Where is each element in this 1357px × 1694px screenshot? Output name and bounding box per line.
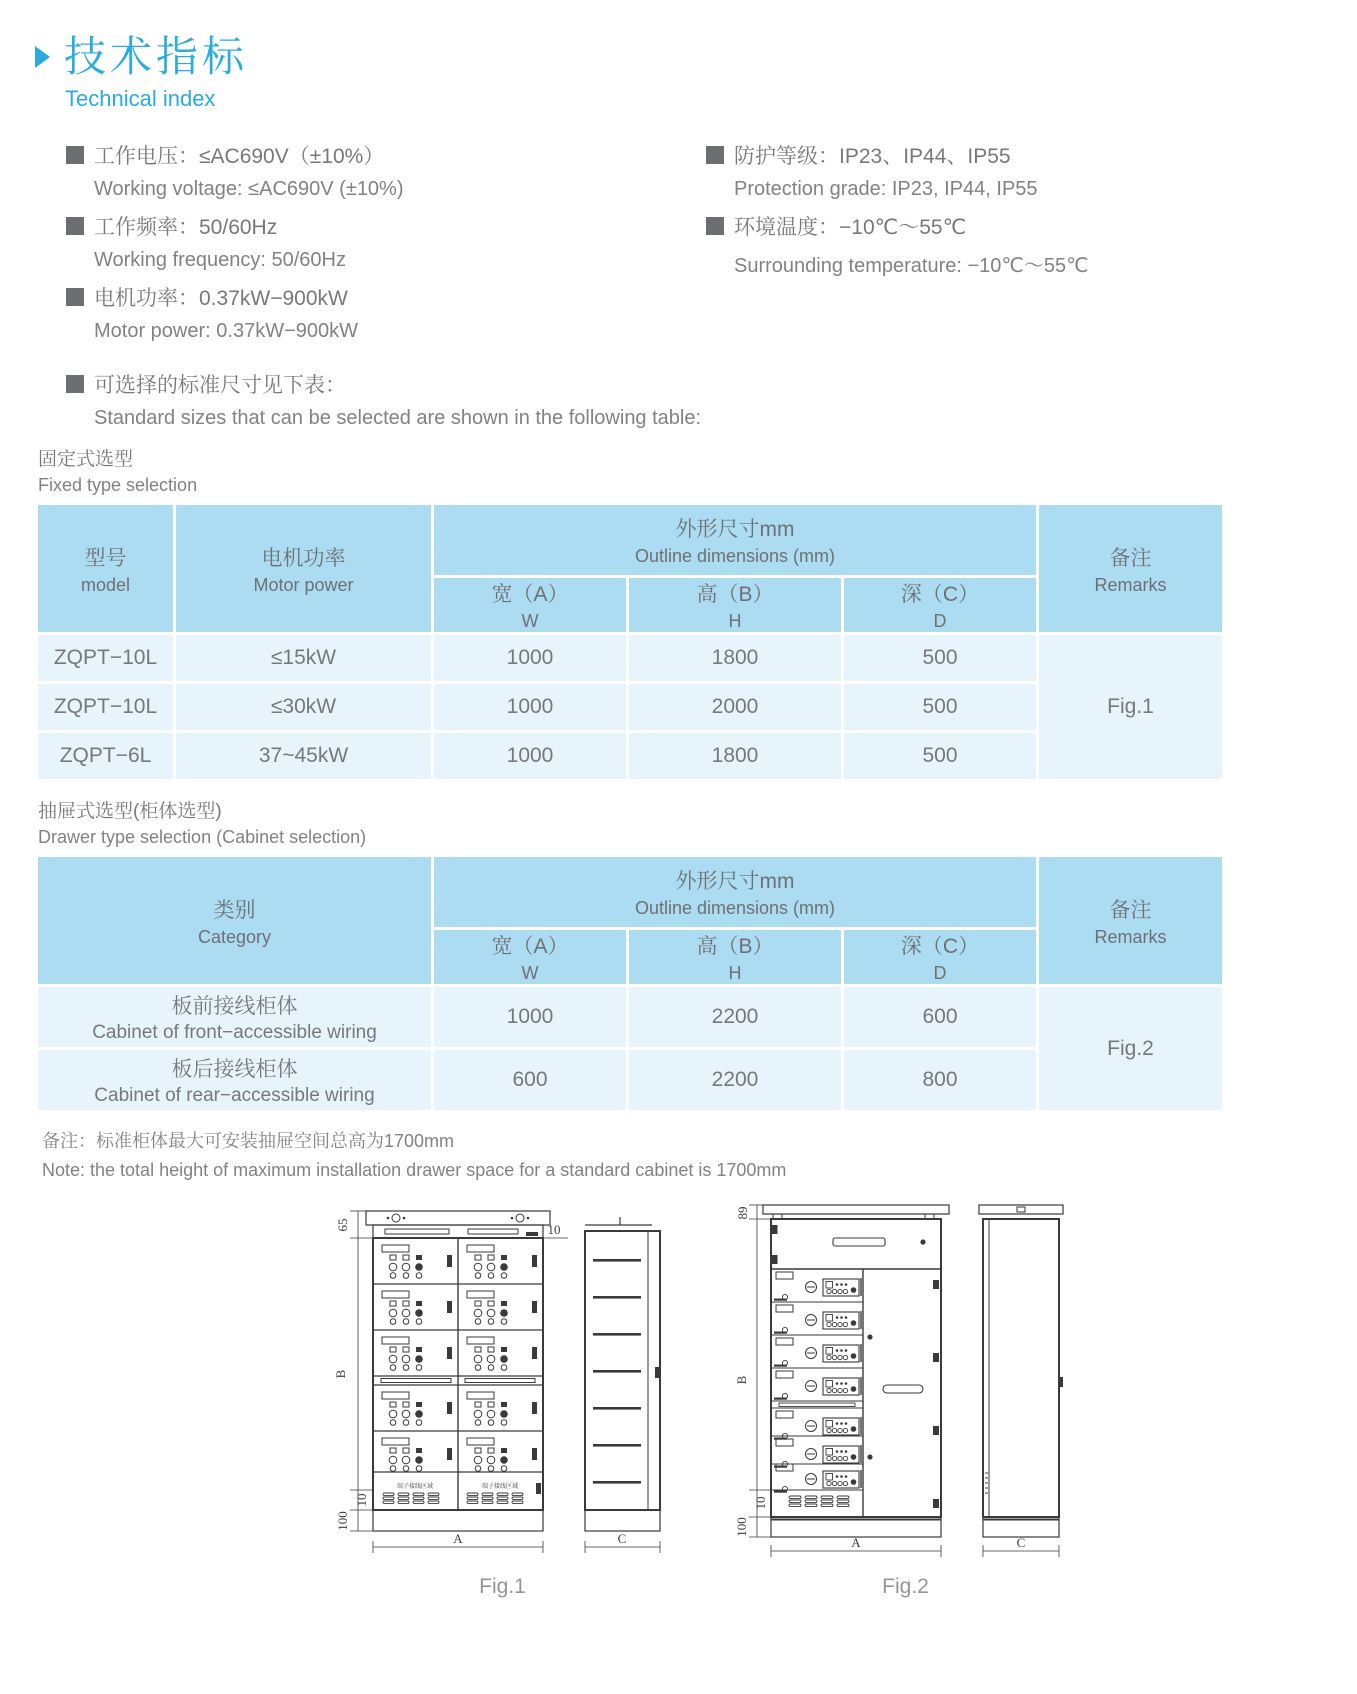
- depth-cell: 500: [844, 684, 1036, 730]
- fixed-type-table: [35, 502, 1225, 782]
- fig1-side-view: [585, 1217, 660, 1553]
- fig1-dim-offset: 10: [547, 1222, 561, 1238]
- fig1-dim-height: B: [333, 1369, 348, 1379]
- category-cell: 板前接线柜体 Cabinet of front−accessible wiring: [38, 987, 431, 1047]
- fig2-dim-depth: C: [1016, 1535, 1026, 1551]
- header-outline-dimensions: 外形尺寸mm Outline dimensions (mm): [434, 857, 1036, 927]
- bullet-square-icon: [66, 375, 84, 393]
- spec-cn: 电机功率：0.37kW−900kW: [94, 287, 348, 311]
- bullet-square-icon: [706, 146, 724, 164]
- model-cell: ZQPT−10L: [38, 684, 173, 730]
- header-category: 类别 Category: [38, 857, 431, 984]
- header-height: 高（B） H: [629, 578, 841, 632]
- header-depth: 深（C） D: [844, 578, 1036, 632]
- section-arrow-icon: [35, 46, 50, 68]
- width-cell: 1000: [434, 733, 626, 779]
- height-cell: 2200: [629, 987, 841, 1047]
- depth-cell: 600: [844, 987, 1036, 1047]
- spec-item-standard-sizes: [66, 369, 706, 430]
- fig1-dim-plinth: 100: [335, 1511, 350, 1531]
- bullet-square-icon: [66, 217, 84, 235]
- section-fixed-type: [38, 444, 1357, 496]
- header-remarks: 备注 Remarks: [1039, 505, 1222, 632]
- fig2-front-view: [763, 1205, 949, 1537]
- header-model: 型号 model: [38, 505, 173, 632]
- depth-cell: 800: [844, 1050, 1036, 1110]
- spec-cn: 防护等级：IP23、IP44、IP55: [734, 145, 1011, 169]
- model-cell: ZQPT−10L: [38, 635, 173, 681]
- spec-cn: 工作频率：50/60Hz: [94, 216, 278, 240]
- note-cn: 备注：标准柜体最大可安装抽屉空间总高为1700mm: [42, 1131, 455, 1152]
- spec-en: Working frequency: 50/60Hz: [94, 249, 346, 272]
- spec-en: Motor power: 0.37kW−900kW: [94, 320, 358, 343]
- spec-item-working-frequency: [66, 211, 706, 272]
- width-cell: 1000: [434, 684, 626, 730]
- spec-item-motor-power: [66, 282, 706, 343]
- section-label-cn: 固定式选型: [38, 449, 134, 471]
- fig2-dim-vent: 10: [753, 1496, 768, 1510]
- power-cell: 37~45kW: [176, 733, 431, 779]
- height-cell: 1800: [629, 635, 841, 681]
- spec-item-working-voltage: [66, 140, 706, 201]
- spec-item-surrounding-temperature: [706, 211, 1357, 278]
- spec-en: Protection grade: IP23, IP44, IP55: [734, 178, 1038, 201]
- spec-cn: 可选择的标准尺寸见下表：: [94, 374, 346, 398]
- remarks-cell: Fig.1: [1039, 635, 1222, 779]
- fig1-caption: Fig.1: [479, 1575, 526, 1599]
- section-label-en: Fixed type selection: [38, 475, 198, 496]
- fig1-terminal-label: 端子接线区域: [396, 1484, 434, 1491]
- fig2-dim-top: 89: [735, 1206, 750, 1220]
- header-motor-power: 电机功率 Motor power: [176, 505, 431, 632]
- fig1-front-view: [366, 1211, 550, 1531]
- drawer-type-table: [35, 854, 1225, 1113]
- section-label-cn: 抽屉式选型(柜体选型): [38, 801, 222, 823]
- spec-cn: 环境温度：−10℃～55℃: [734, 216, 967, 240]
- width-cell: 1000: [434, 987, 626, 1047]
- table-note: [42, 1127, 1357, 1181]
- spec-cn: 工作电压：≤AC690V（±10%）: [94, 145, 385, 169]
- figure-1: [330, 1185, 675, 1599]
- height-cell: 2200: [629, 1050, 841, 1110]
- fig2-caption: Fig.2: [882, 1575, 929, 1599]
- bullet-square-icon: [66, 146, 84, 164]
- height-cell: 2000: [629, 684, 841, 730]
- header-width: 宽（A） W: [434, 930, 626, 984]
- height-cell: 1800: [629, 733, 841, 779]
- spec-en: Working voltage: ≤AC690V (±10%): [94, 178, 404, 201]
- section-drawer-type: [38, 796, 1357, 848]
- fig1-dim-depth: C: [617, 1531, 627, 1547]
- fig1-dim-vent: 10: [354, 1493, 369, 1507]
- spec-en: Standard sizes that can be selected are shown in the following table:: [94, 407, 702, 430]
- model-cell: ZQPT−6L: [38, 733, 173, 779]
- table-row: [38, 987, 1222, 1047]
- bullet-square-icon: [706, 217, 724, 235]
- figures-row: [330, 1185, 1357, 1599]
- page-header: [35, 34, 1357, 80]
- fig1-drawing: [330, 1185, 675, 1573]
- depth-cell: 500: [844, 635, 1036, 681]
- spec-column-right: [706, 140, 1357, 440]
- power-cell: ≤15kW: [176, 635, 431, 681]
- fig2-dim-plinth: 100: [734, 1517, 749, 1537]
- fig1-dim-top: 65: [335, 1218, 350, 1232]
- fig2-dim-width: A: [851, 1535, 861, 1551]
- header-depth: 深（C） D: [844, 930, 1036, 984]
- fig2-drawing: [733, 1185, 1078, 1573]
- header-remarks: 备注 Remarks: [1039, 857, 1222, 984]
- power-cell: ≤30kW: [176, 684, 431, 730]
- category-cell: 板后接线柜体 Cabinet of rear−accessible wiring: [38, 1050, 431, 1110]
- spec-item-protection-grade: [706, 140, 1357, 201]
- depth-cell: 500: [844, 733, 1036, 779]
- spec-column-left: [66, 140, 706, 440]
- fig2-side-view: [979, 1205, 1063, 1557]
- header-height: 高（B） H: [629, 930, 841, 984]
- section-label-en: Drawer type selection (Cabinet selection): [38, 827, 367, 848]
- fig2-dim-height: B: [734, 1375, 749, 1385]
- header-outline-dimensions: 外形尺寸mm Outline dimensions (mm): [434, 505, 1036, 575]
- table-row: [38, 635, 1222, 681]
- page-title: 技术指标: [64, 33, 249, 80]
- page-subtitle: Technical index: [65, 86, 216, 112]
- remarks-cell: Fig.2: [1039, 987, 1222, 1110]
- spec-list: [66, 140, 1357, 440]
- width-cell: 1000: [434, 635, 626, 681]
- fig1-terminal-label: 端子接线区域: [481, 1484, 519, 1491]
- page: [0, 34, 1357, 1694]
- header-width: 宽（A） W: [434, 578, 626, 632]
- fig1-dim-width: A: [453, 1531, 463, 1547]
- width-cell: 600: [434, 1050, 626, 1110]
- spec-en: Surrounding temperature: −10℃～55℃: [734, 255, 1089, 278]
- figure-2: [733, 1185, 1078, 1599]
- note-en: Note: the total height of maximum installation drawer space for a standard cabinet is 1700mm: [42, 1160, 787, 1181]
- bullet-square-icon: [66, 288, 84, 306]
